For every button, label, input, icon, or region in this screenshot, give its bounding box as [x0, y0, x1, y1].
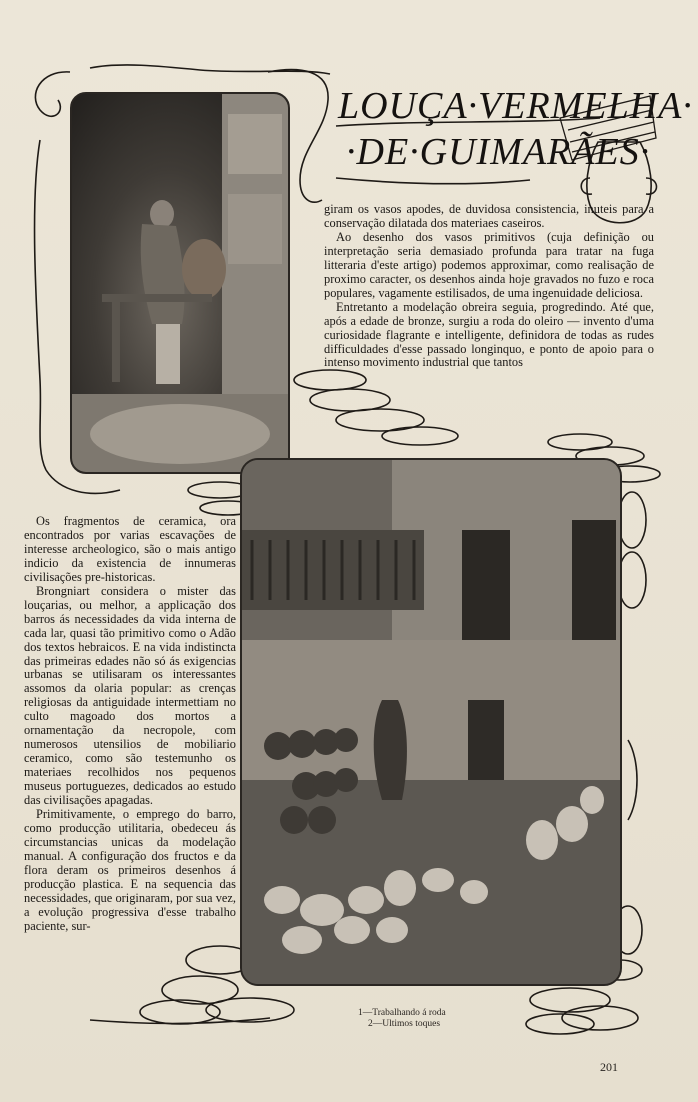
article-title-line2: ·DE·GUIMARÃES·: [346, 131, 651, 173]
page-number: 201: [600, 1060, 618, 1074]
paragraph: Primitivamente, o emprego do barro, como producção utilitaria, obedeceu ás circumstancias unicas da modelação manual. A configuração dos fructos e da flora deram os primeiros desenhos á producção plastica. E na sequencia das necessidades, que originaram, por sua vez, a evolução progressiva d'esse trabalho paciente, sur-: [24, 807, 236, 933]
photo-potter-at-wheel: [70, 92, 290, 474]
photo-courtyard-pottery: [240, 458, 622, 986]
article-text-right-column: [324, 203, 654, 370]
article-text-left-column: [24, 515, 236, 934]
potter-illustration: [72, 94, 288, 472]
caption-line: 2—Ultimos toques: [368, 1018, 441, 1029]
paragraph: Ao desenho dos vasos primitivos (cuja definição ou interpretação seria demasiado profunda para tratar na fuga litteraria d'este artigo) podemos approximar, como realisação de proximo caracter, os desenhos ainda hoje gravados no fuzo e roca populares, vagamente estilisados, de uma ingenuidade deliciosa.: [324, 229, 654, 300]
article-title-line1: LOUÇA·VERMELHA·: [338, 85, 693, 127]
courtyard-illustration: [242, 460, 620, 984]
photo-captions: [358, 1008, 446, 1029]
paragraph: Brongniart considera o mister das louçarias, ou melhor, a applicação dos barros ás necessidades da vida interna de cada lar, quasi tão primitivo como o Adão dos textos hebraicos. E na vida indistincta das primeiras edades não só ás exigencias urbanas se utilisaram os interessantes assomos da olaria popular: as crenças religiosas da antiguidade intermettiam no culto magoado dos mortos a ornamentação da necropole, com numerosos utensilios de mobiliario ceramico, como são testemunho os materiaes recolhidos nos pequenos museus portuguezes, dedicados ao estudo das civilisações apagadas.: [24, 583, 236, 808]
paragraph: Os fragmentos de ceramica, ora encontrados por varias escavações de interesse archeologico, são o mais antigo indicio da existencia de innumeras civilisações pre-historicas.: [24, 514, 236, 584]
paragraph: Entretanto a modelação obreira seguia, progredindo. Até que, após a edade de bronze, surgiu a roda do oleiro — invento d'uma curiosidade flagrante e intelligente, definidora de todas as rudes difficuldades d'esse passado longinquo, e ponto de apoio para o intenso movimento industrial que tantos: [324, 299, 654, 370]
paragraph: giram os vasos apodes, de duvidosa consistencia, inuteis para a conservação dilatada dos materiaes caseiros.: [324, 202, 654, 230]
caption-line: 1—Trabalhando á roda: [358, 1008, 446, 1018]
